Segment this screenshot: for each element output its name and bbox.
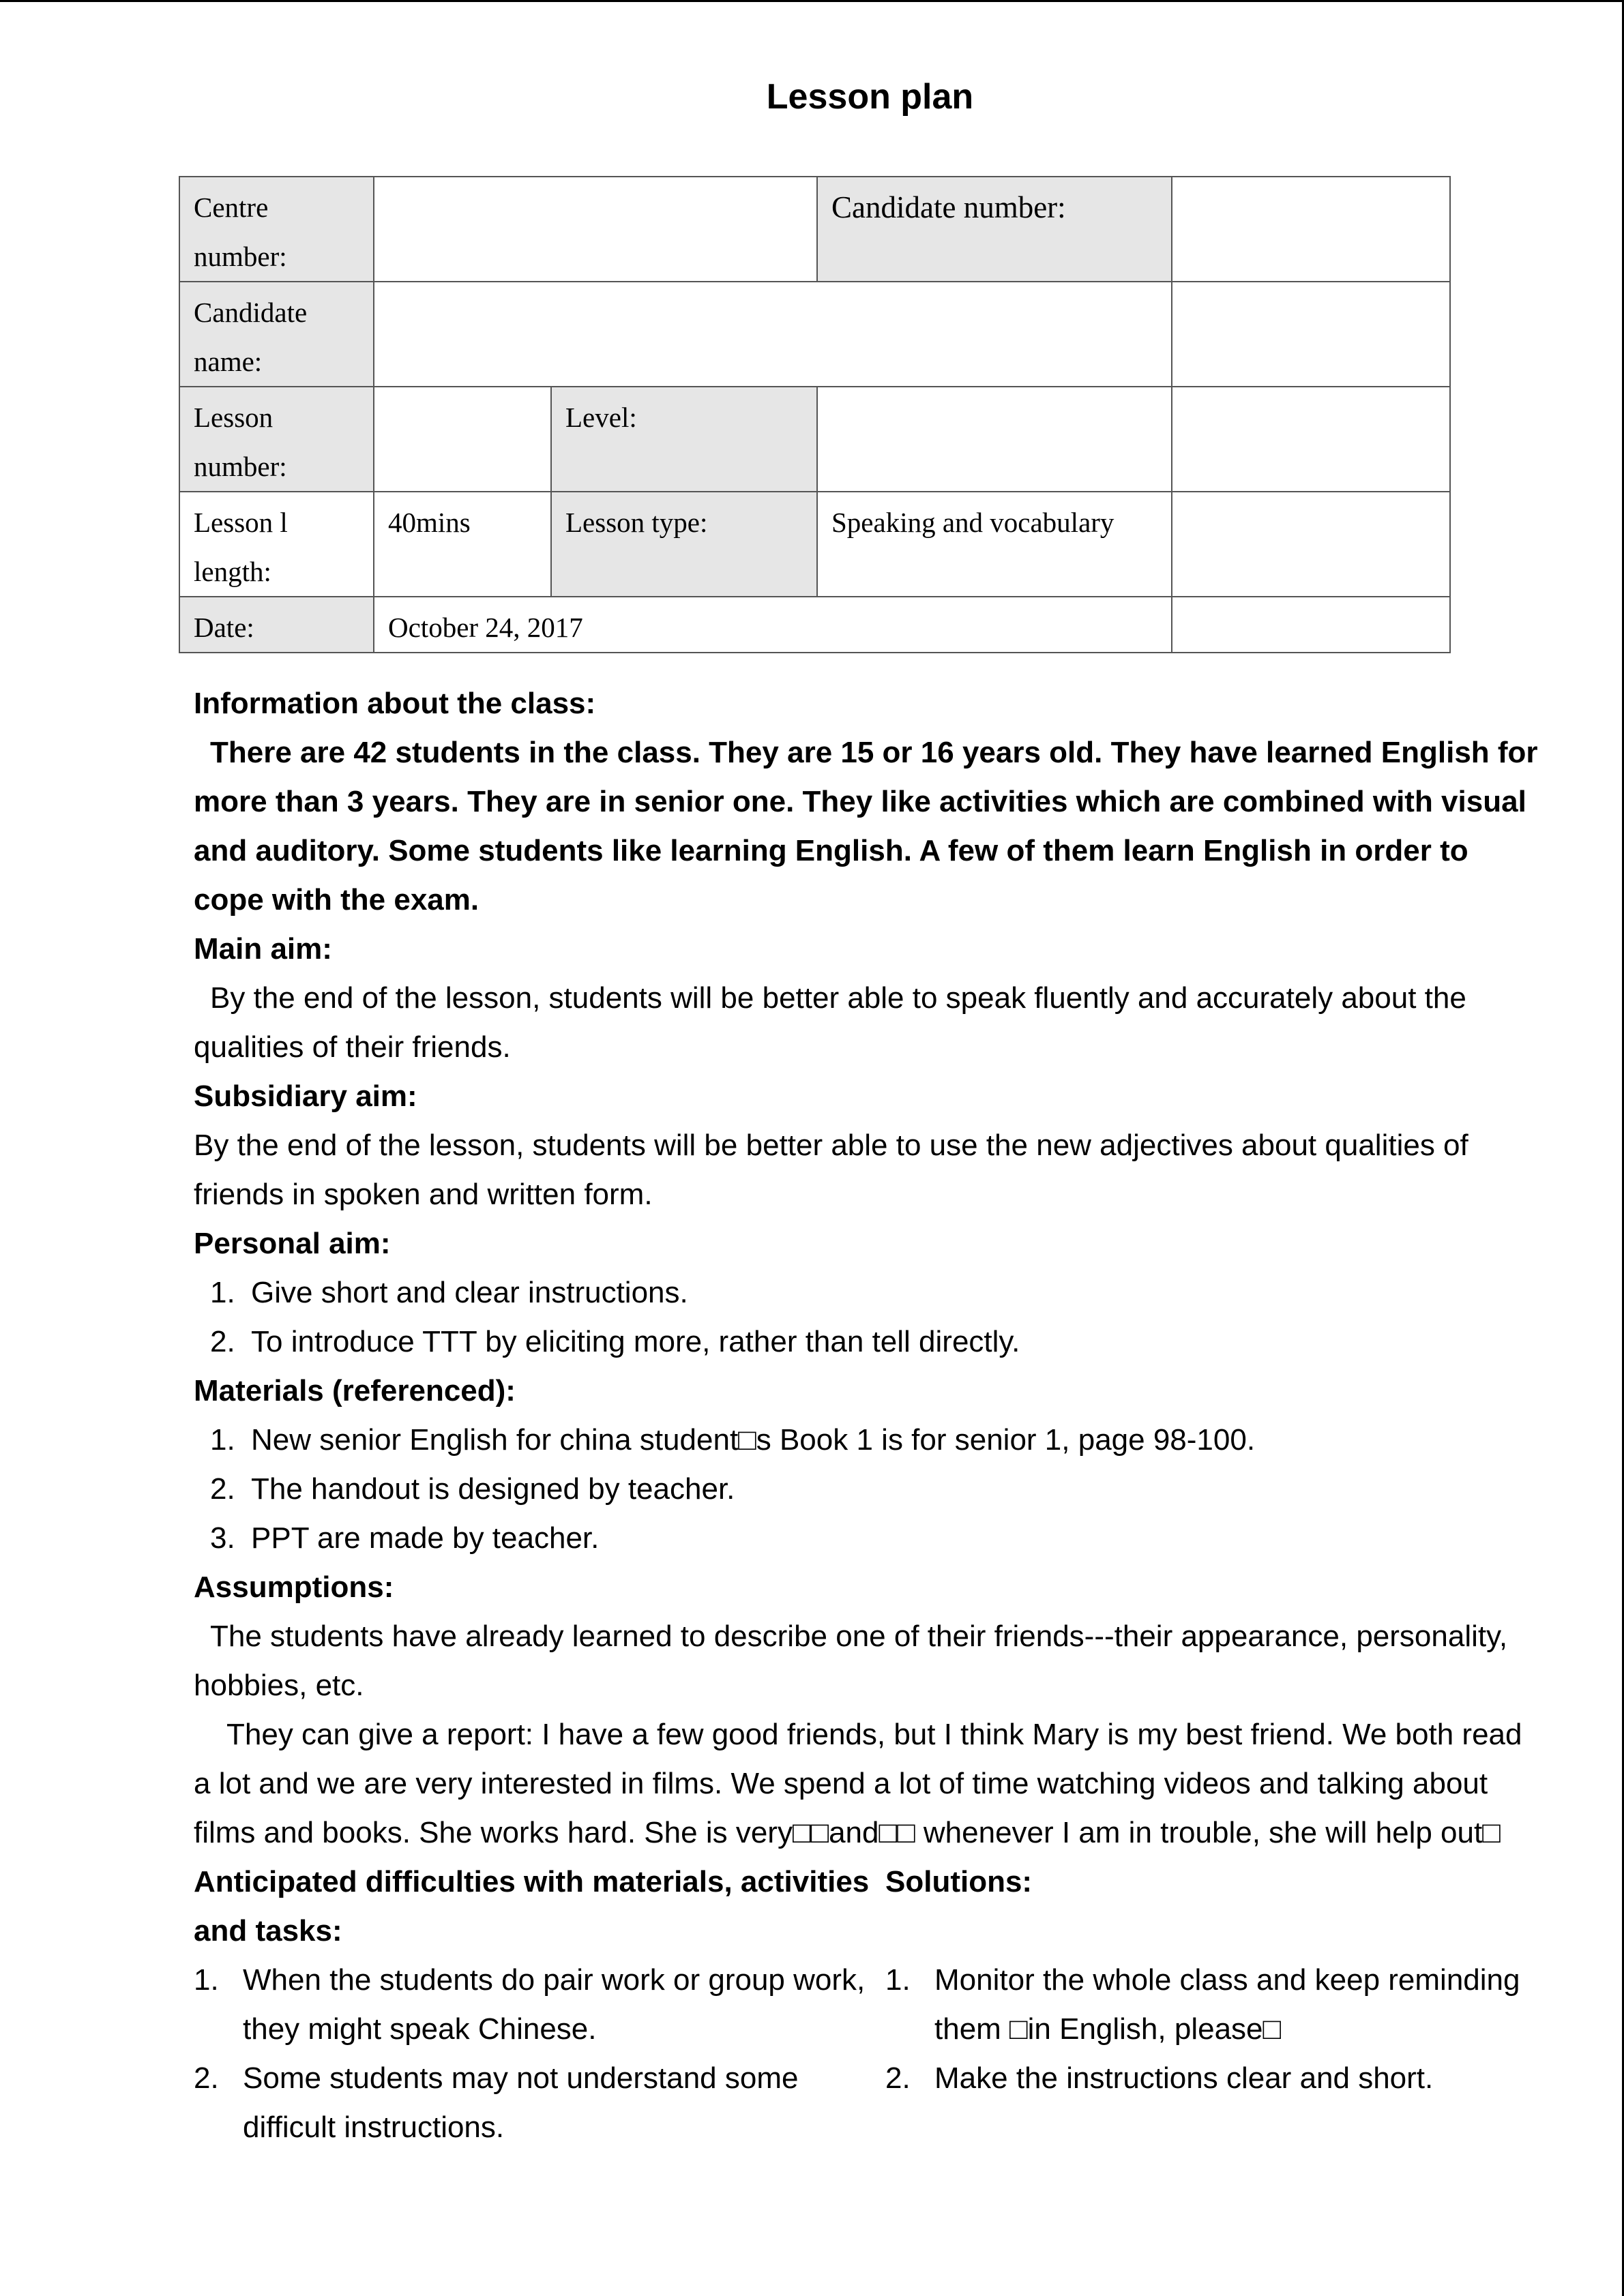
list-text: The handout is designed by teacher. [251,1472,735,1506]
main-aim-text: By the end of the lesson, students will be better able to speak fluently and accurately about the qualities of their friends. [194,981,1466,1064]
list-item [194,1317,1544,1367]
list-number: 2. [210,1325,235,1358]
list-number: 2. [194,2061,219,2095]
table-row [179,387,1450,492]
solutions-heading: Solutions: [885,1865,1033,1898]
centre-number-value[interactable] [374,177,817,282]
blank-cell [1172,492,1450,597]
lesson-type-value[interactable]: Speaking and vocabulary [817,492,1172,597]
difficulties-solutions [194,1858,1585,2152]
table-row [179,597,1450,653]
lesson-number-value[interactable] [374,387,551,492]
list-item [194,1956,885,2054]
lesson-number-label: Lesson number: [179,387,374,492]
list-item [194,1268,1544,1317]
solutions-column [885,1858,1567,2152]
list-number: 2. [885,2061,911,2095]
lesson-info-table [179,176,1451,653]
table-row [179,177,1450,282]
info-text: There are 42 students in the class. They are 15 or 16 years old. They have learned English for more than 3 years. They are in senior one. They like activities which are combined with visual and auditory. Some students like learning English. A few of them learn English in order to cope with the exam. [194,736,1538,916]
materials-heading: Materials (referenced): [194,1374,516,1407]
list-number: 2. [210,1472,235,1506]
list-item [885,1956,1567,2054]
level-label: Level: [551,387,817,492]
list-number: 1. [210,1423,235,1457]
info-heading: Information about the class: [194,687,596,720]
list-text: To introduce TTT by eliciting more, rather than tell directly. [251,1325,1020,1358]
candidate-number-label: Candidate number: [817,177,1172,282]
assumptions-text-2: They can give a report: I have a few good friends, but I think Mary is my best friend. We both read a lot and we are very interested in films. We spend a lot of time watching videos and talking about films and books. She works hard. She is very□□and□□ whenever I am in trouble, she will help out□ [194,1718,1522,1849]
list-text: Make the instructions clear and short. [934,2061,1434,2095]
list-number: 3. [210,1521,235,1555]
list-number: 1. [885,1963,911,1997]
assumptions-text-1: The students have already learned to describe one of their friends---their appearance, personality, hobbies, etc. [194,1620,1508,1702]
blank-cell [1172,597,1450,653]
difficulties-heading: Anticipated difficulties with materials, activities and tasks: [194,1865,870,1948]
candidate-name-label: Candidate name: [179,282,374,387]
lesson-plan-body [194,679,1544,2152]
list-item [194,1416,1544,1465]
list-item [194,2054,885,2152]
candidate-number-value[interactable] [1172,177,1450,282]
table-row [179,492,1450,597]
date-value[interactable]: October 24, 2017 [374,597,1172,653]
subsidiary-aim-text: By the end of the lesson, students will be better able to use the new adjectives about qualities of friends in spoken and written form. [194,1129,1468,1211]
list-text: New senior English for china student□s Book 1 is for senior 1, page 98-100. [251,1423,1256,1457]
level-value[interactable] [817,387,1172,492]
list-number: 1. [210,1276,235,1309]
list-number: 1. [194,1963,219,1997]
difficulties-column [194,1858,885,2152]
candidate-name-value[interactable] [374,282,1172,387]
list-item [194,1465,1544,1514]
list-text: Give short and clear instructions. [251,1276,688,1309]
blank-cell [1172,387,1450,492]
list-item [194,1514,1544,1563]
solutions-spacer [885,1907,1567,1956]
date-label: Date: [179,597,374,653]
page-title: Lesson plan [766,77,974,117]
lesson-type-label: Lesson type: [551,492,817,597]
assumptions-heading: Assumptions: [194,1570,394,1604]
blank-cell [1172,282,1450,387]
list-item [885,2054,1567,2103]
lesson-length-label: Lesson l length: [179,492,374,597]
personal-aim-heading: Personal aim: [194,1227,391,1260]
subsidiary-aim-heading: Subsidiary aim: [194,1079,417,1113]
table-row [179,282,1450,387]
page-border-top [0,0,1624,2]
list-text: Some students may not understand some difficult instructions. [243,2061,799,2144]
list-text: Monitor the whole class and keep reminding them □in English, please□ [934,1963,1520,2046]
list-text: PPT are made by teacher. [251,1521,600,1555]
lesson-length-value[interactable]: 40mins [374,492,551,597]
list-text: When the students do pair work or group work, they might speak Chinese. [243,1963,866,2046]
main-aim-heading: Main aim: [194,932,332,966]
centre-number-label: Centre number: [179,177,374,282]
